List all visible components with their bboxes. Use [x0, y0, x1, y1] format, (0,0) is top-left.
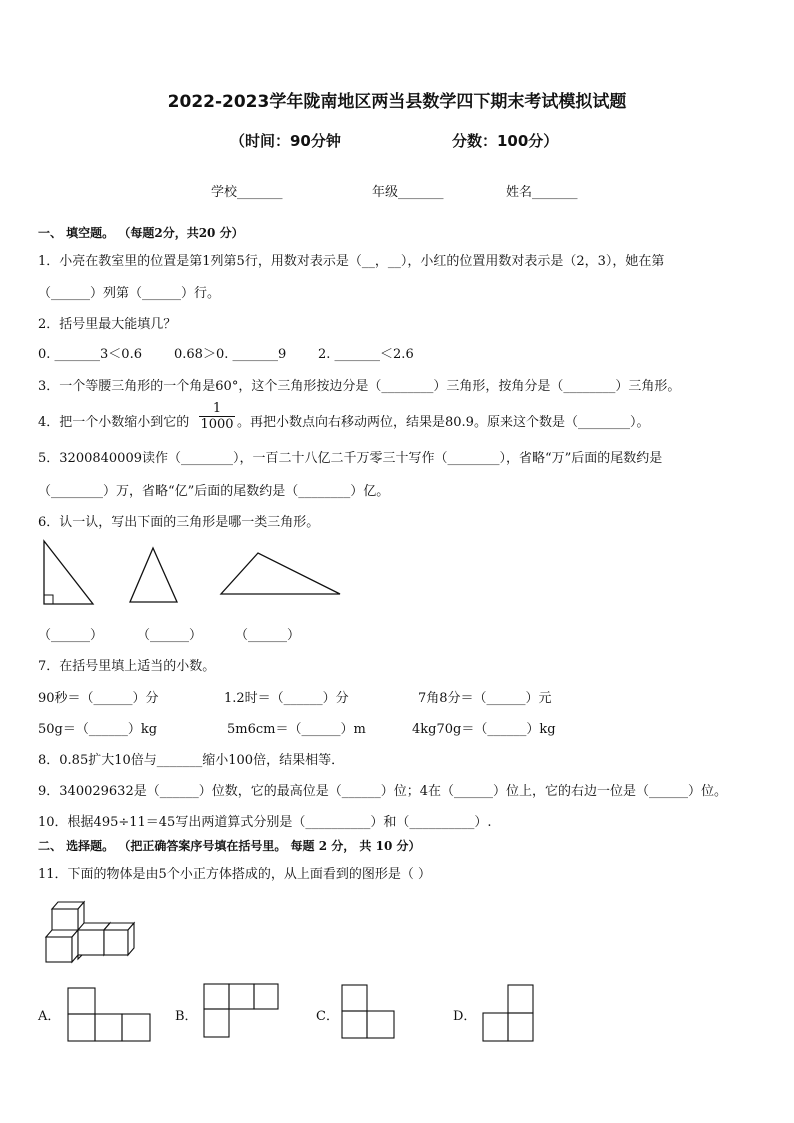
- q5-line2: （________）万，省略“亿”后面的尾数约是（________）亿。: [38, 484, 390, 499]
- option-a-grid: [68, 988, 150, 1041]
- q8-line1: 8．0.85扩大10倍与_______缩小100倍，结果相等．: [38, 753, 345, 768]
- q3-line1: 3．一个等腰三角形的一个角是60°，这个三角形按边分是（________）三角形，按角分是（________）三角形。: [38, 379, 681, 394]
- q10-line1: 10．根据495÷11＝45写出两道算式分别是（__________）和（__________）.: [38, 815, 492, 830]
- page-title: 2022-2023学年陇南地区两当县数学四下期末考试模拟试题: [167, 92, 627, 112]
- q1-line2: （______）列第（______）行。: [38, 286, 221, 301]
- grade-field: 年级_______: [372, 185, 444, 200]
- q1-line1: 1．小亮在教室里的位置是第1列第5行，用数对表示是（__，__），小红的位置用数对表示是（2，3），她在第: [38, 254, 665, 269]
- q9-line1: 9．340029632是（______）位数，它的最高位是（______）位；4在（______）位上，它的右边一位是（______）位。: [38, 784, 727, 799]
- q11-option-a-label[interactable]: A．: [38, 1009, 61, 1024]
- q6-blank-2: （______）: [137, 628, 203, 643]
- q5-line1: 5．3200840009读作（________），一百二十八亿二千万零三十写作（________），省略“万”后面的尾数约是: [38, 451, 663, 466]
- q7-row1-c: 7角8分＝（______）元: [418, 691, 552, 706]
- q6-blank-1: （______）: [38, 628, 104, 643]
- q7-row1-b: 1.2时＝（______）分: [224, 691, 349, 706]
- q4-before: 4．把一个小数缩小到它的: [38, 415, 190, 430]
- section-1-heading: 一、 填空题。 （每题2分，共20 分）: [38, 226, 244, 240]
- q11-option-b-label[interactable]: B．: [175, 1009, 198, 1024]
- q4-fraction-denominator: 1000: [200, 417, 234, 432]
- q7-row1-a: 90秒＝（______）分: [38, 691, 159, 706]
- q4-after: 。再把小数点向右移动两位，结果是80.9。原来这个数是（________）。: [237, 415, 650, 430]
- q7-row2-b: 5m6cm＝（______）m: [227, 722, 366, 737]
- q11-line1: 11．下面的物体是由5个小正方体搭成的，从上面看到的图形是（ ）: [38, 867, 431, 882]
- q6-blank-3: （______）: [235, 628, 301, 643]
- section-2-heading: 二、 选择题。 （把正确答案序号填在括号里。 每题 2 分， 共 10 分）: [38, 839, 421, 853]
- q2-item-c: 2. _______＜2.6: [318, 347, 414, 362]
- q7-row2-c: 4kg70g＝（______）kg: [412, 722, 556, 737]
- option-d-grid: [483, 985, 533, 1041]
- q4-fraction-numerator: 1: [199, 401, 235, 417]
- q7-line1: 7．在括号里填上适当的小数。: [38, 659, 216, 674]
- option-c-grid: [342, 985, 394, 1038]
- school-field: 学校_______: [211, 185, 283, 200]
- q7-row2-a: 50g＝（______）kg: [38, 722, 158, 737]
- exam-score: 分数：100分）: [452, 132, 559, 150]
- q11-option-c-label[interactable]: C．: [316, 1009, 339, 1024]
- option-b-grid: [204, 984, 278, 1037]
- q2-line1: 2．括号里最大能填几？: [38, 317, 177, 332]
- q11-option-d-label[interactable]: D．: [453, 1009, 477, 1024]
- name-field: 姓名_______: [506, 185, 578, 200]
- exam-time: （时间：90分钟: [230, 132, 341, 150]
- q2-item-a: 0. _______3＜0.6: [38, 347, 142, 362]
- q6-line1: 6．认一认，写出下面的三角形是哪一类三角形。: [38, 515, 320, 530]
- q2-item-b: 0.68＞0. _______9: [174, 347, 287, 362]
